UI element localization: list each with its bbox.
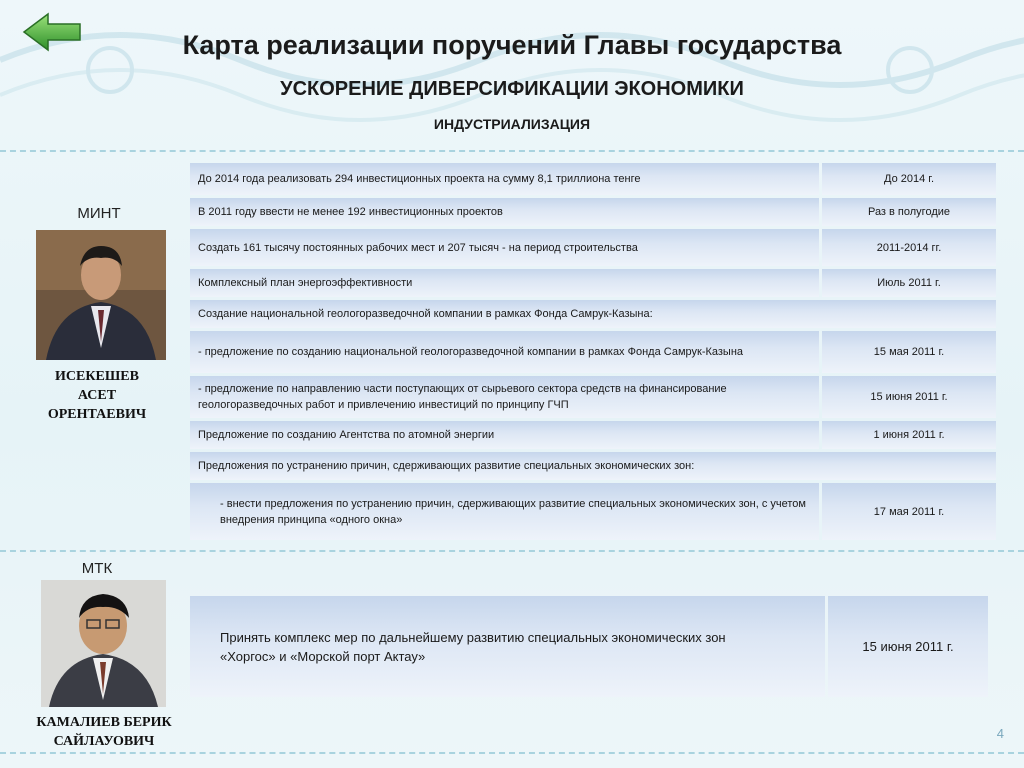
table-row (190, 452, 996, 480)
task-deadline: Июль 2011 г. (822, 269, 996, 297)
table-row (190, 269, 996, 297)
task-text: Принять комплекс мер по дальнейшему развитию специальных экономических зон «Хоргос» и «Морской порт Актау» (190, 596, 825, 697)
mtk-tasks-table (187, 593, 991, 700)
table-row (190, 596, 988, 697)
task-deadline: До 2014 г. (822, 163, 996, 195)
table-row (190, 331, 996, 373)
task-text: - внести предложения по устранению причин, сдерживающих развитие специальных экономических зон, с учетом внедрения принципа «одного окна» (190, 483, 819, 540)
table-row (190, 198, 996, 226)
name-line: АСЕТ (77, 388, 117, 403)
task-deadline: 15 мая 2011 г. (822, 331, 996, 373)
name-line: КАМАЛИЕВ БЕРИК (36, 715, 172, 730)
page-title: Карта реализации поручений Главы государства (182, 30, 842, 60)
divider-bottom (0, 752, 1024, 754)
person-photo-isekeshev (36, 230, 166, 360)
table-row (190, 163, 996, 195)
task-text: - предложение по направлению части поступающих от сырьевого сектора средств на финансирование геологоразведочных работ и привлечению инвестиций по принципу ГЧП (190, 376, 819, 418)
task-deadline: 1 июня 2011 г. (822, 421, 996, 449)
task-deadline: 17 мая 2011 г. (822, 483, 996, 540)
task-deadline: 15 июня 2011 г. (822, 376, 996, 418)
page-number: 4 (996, 726, 1004, 741)
table-row (190, 300, 996, 328)
divider-top (0, 150, 1024, 152)
mint-tasks-table (187, 160, 999, 543)
task-text: До 2014 года реализовать 294 инвестиционных проекта на сумму 8,1 триллиона тенге (190, 163, 819, 195)
org-label-mtk: МТК (81, 560, 113, 577)
task-text: Предложение по созданию Агентства по атомной энергии (190, 421, 819, 449)
divider-middle (0, 550, 1024, 552)
task-text: Предложения по устранению причин, сдерживающих развитие специальных экономических зон: (190, 452, 996, 480)
name-line: ОРЕНТАЕВИЧ (47, 407, 147, 422)
task-text: Создать 161 тысячу постоянных рабочих мест и 207 тысяч - на период строительства (190, 229, 819, 266)
table-row (190, 421, 996, 449)
person-photo-kamaliev (41, 580, 166, 707)
task-text: - предложение по созданию национальной геологоразведочной компании в рамках Фонда Самрук-Казына (190, 331, 819, 373)
person-name-isekeshev (30, 367, 164, 424)
task-deadline: 15 июня 2011 г. (828, 596, 988, 697)
table-row (190, 483, 996, 540)
person-name-kamaliev (22, 713, 186, 751)
name-line: САЙЛАУОВИЧ (53, 734, 155, 749)
name-line: ИСЕКЕШЕВ (55, 369, 139, 384)
task-text: В 2011 году ввести не менее 192 инвестиционных проектов (190, 198, 819, 226)
table-row (190, 229, 996, 266)
task-deadline: 2011-2014 гг. (822, 229, 996, 266)
section-title: ИНДУСТРИАЛИЗАЦИЯ (433, 116, 591, 132)
task-deadline: Раз в полугодие (822, 198, 996, 226)
task-text: Создание национальной геологоразведочной компании в рамках Фонда Самрук-Казына: (190, 300, 996, 328)
task-text: Комплексный план энергоэффективности (190, 269, 819, 297)
page-subtitle: УСКОРЕНИЕ ДИВЕРСИФИКАЦИИ ЭКОНОМИКИ (280, 78, 744, 100)
table-row (190, 376, 996, 418)
org-label-mint: МИНТ (77, 205, 121, 222)
